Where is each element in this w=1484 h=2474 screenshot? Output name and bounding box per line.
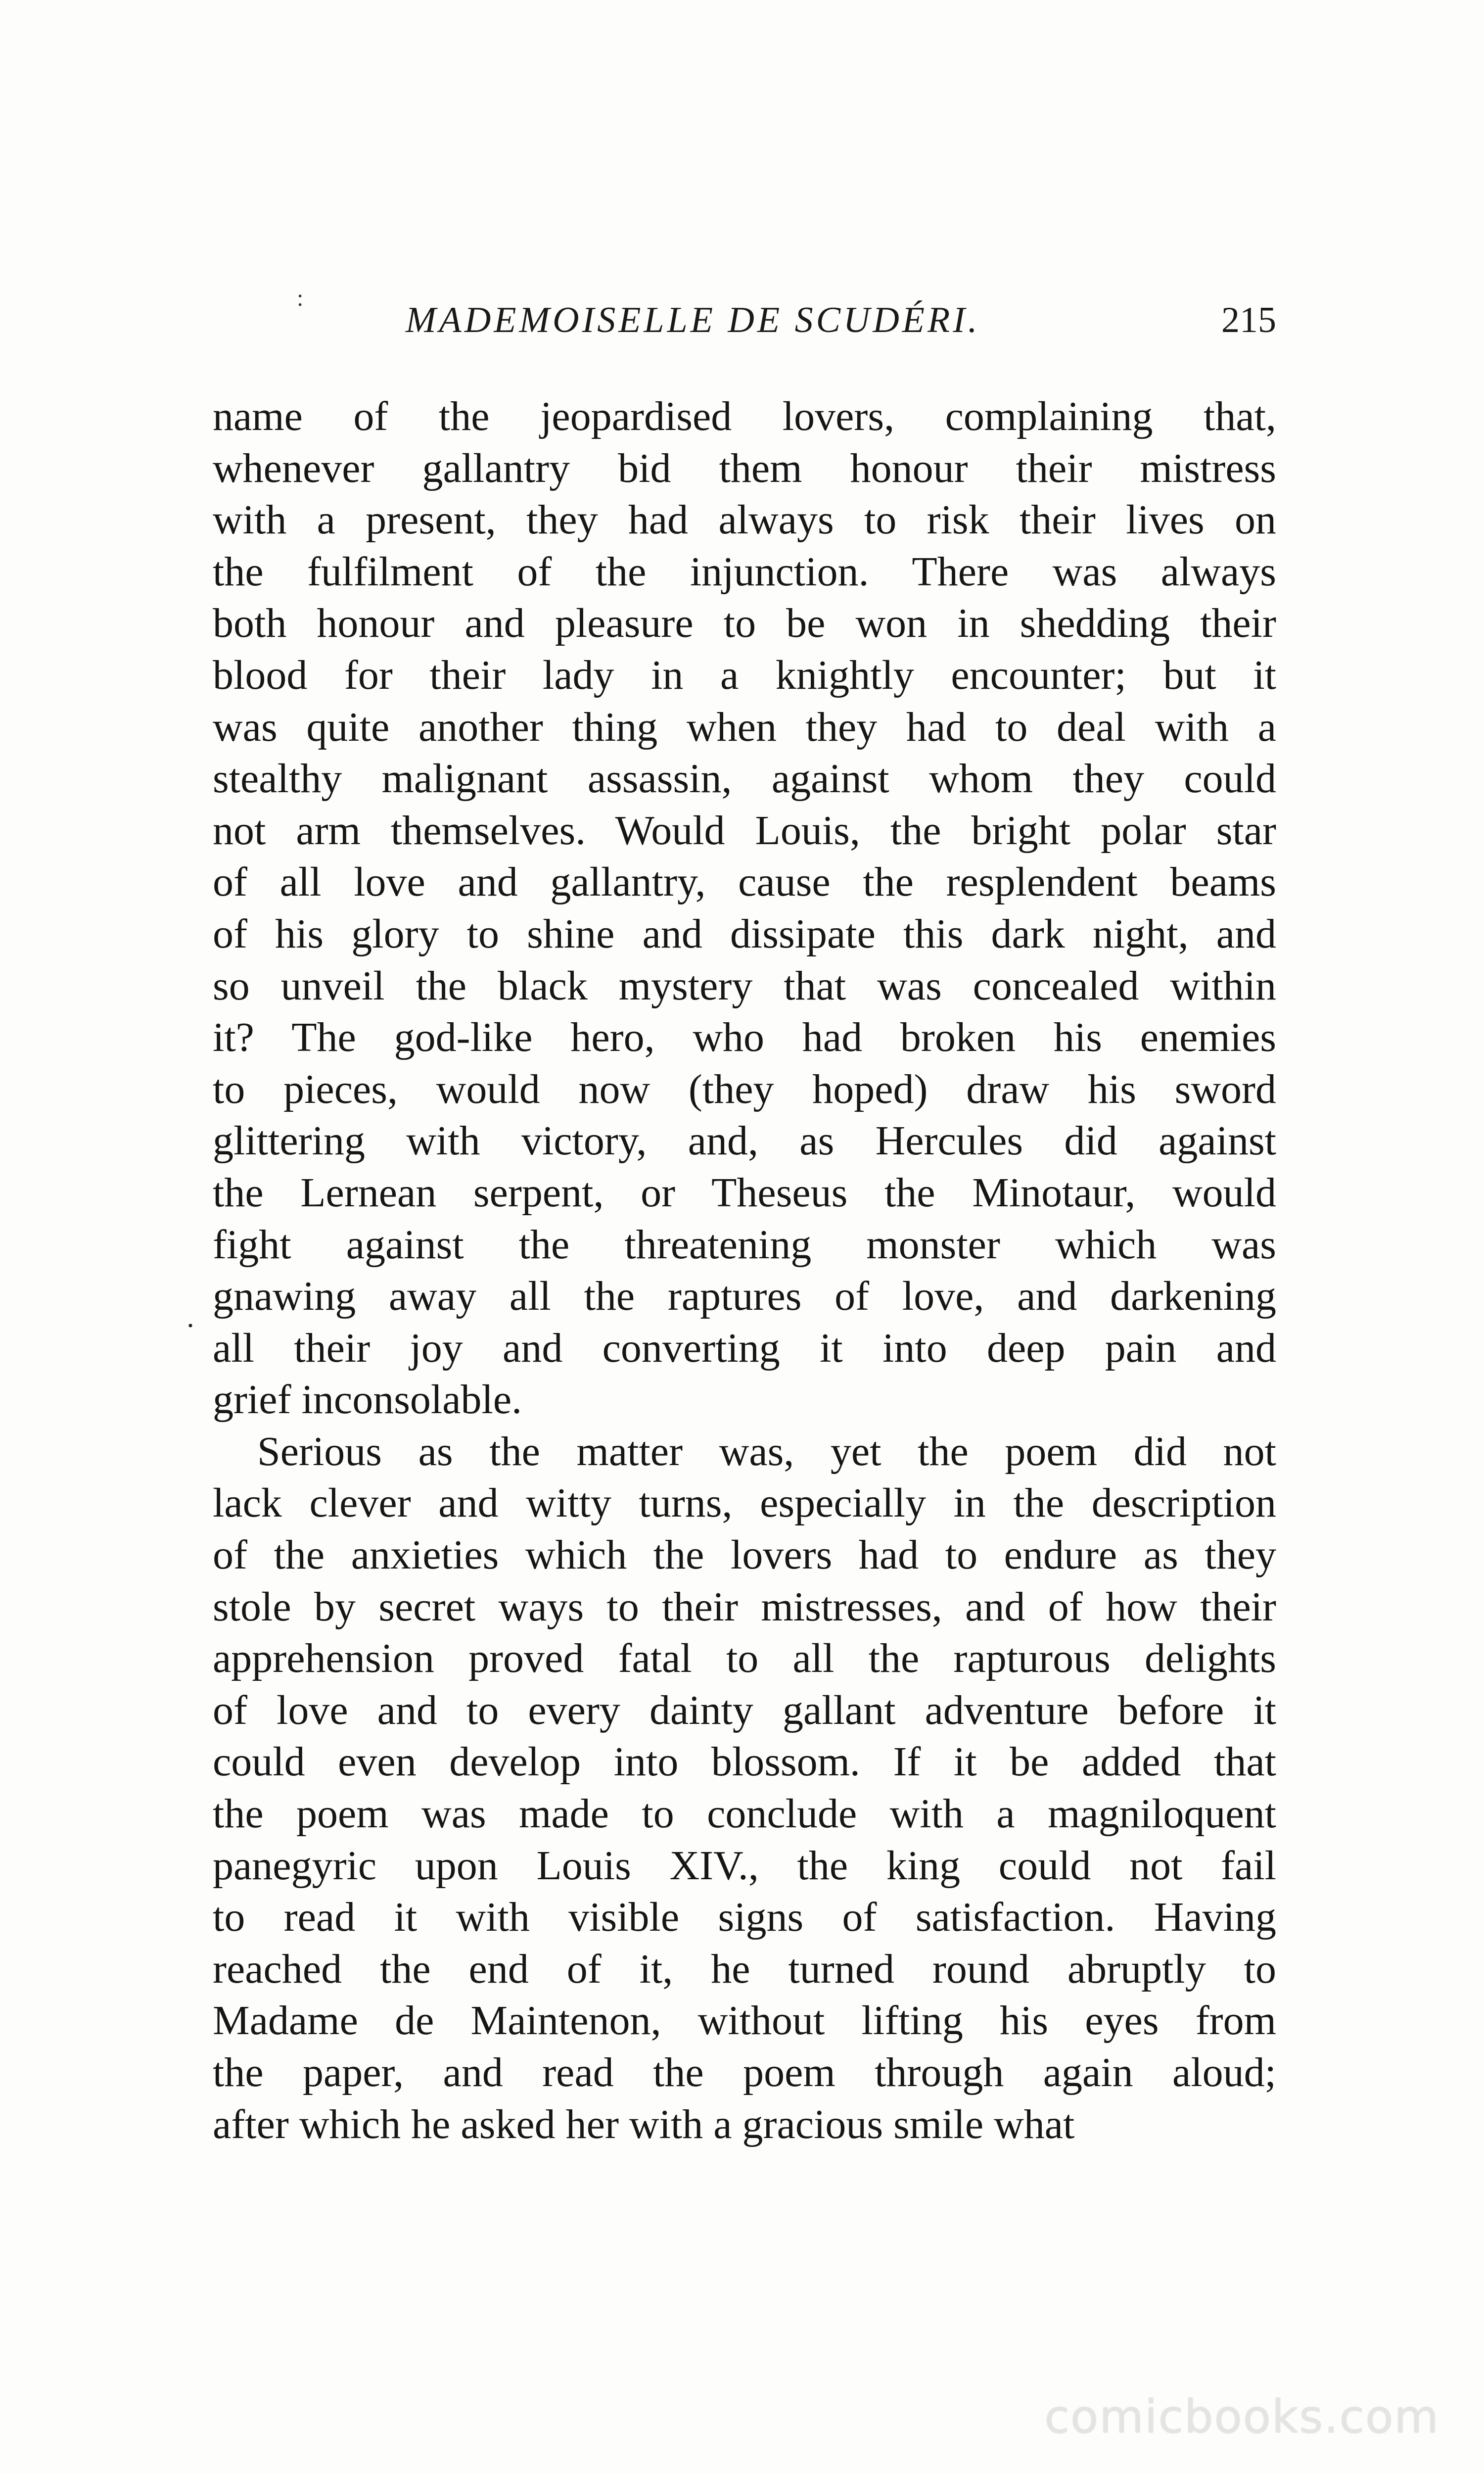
text-line: grief inconsolable. bbox=[213, 1377, 522, 1423]
text-line: was quite another thing when they had to deal with a bbox=[213, 704, 1276, 750]
text-line: blood for their lady in a knightly encounter; but it bbox=[213, 652, 1276, 698]
text-line: stealthy malignant assassin, against whom they could bbox=[213, 756, 1276, 802]
text-line: apprehension proved fatal to all the rapturous delights bbox=[213, 1635, 1276, 1682]
text-line: the Lernean serpent, or Theseus the Minotaur, would bbox=[213, 1169, 1276, 1216]
text-line: so unveil the black mystery that was concealed within bbox=[213, 962, 1276, 1009]
text-line: glittering with victory, and, as Hercules did against bbox=[213, 1118, 1276, 1164]
body-text bbox=[213, 391, 1276, 2150]
text-line: to pieces, would now (they hoped) draw his sword bbox=[213, 1066, 1276, 1112]
text-line: of his glory to shine and dissipate this dark night, and bbox=[213, 910, 1276, 957]
text-line: panegyric upon Louis XIV., the king could not fail bbox=[213, 1842, 1276, 1889]
text-line: the fulfilment of the injunction. There was always bbox=[213, 548, 1276, 595]
text-line: stole by secret ways to their mistresses, and of how their bbox=[213, 1583, 1276, 1630]
text-line: name of the jeopardised lovers, complaining that, bbox=[213, 393, 1276, 439]
text-line: of love and to every dainty gallant adventure before it bbox=[213, 1687, 1276, 1733]
text-line: whenever gallantry bid them honour their mistress bbox=[213, 445, 1276, 491]
text-line: both honour and pleasure to be won in shedding their bbox=[213, 600, 1276, 647]
page-number: 215 bbox=[1221, 300, 1276, 340]
text-line: with a present, they had always to risk their lives on bbox=[213, 497, 1276, 543]
text-line: Serious as the matter was, yet the poem did not bbox=[257, 1428, 1276, 1475]
text-line: of all love and gallantry, cause the resplendent beams bbox=[213, 859, 1276, 905]
text-line: Madame de Maintenon, without lifting his eyes from bbox=[213, 1998, 1276, 2044]
stray-print-mark: : bbox=[297, 285, 304, 311]
text-line: fight against the threatening monster which was bbox=[213, 1221, 1276, 1268]
watermark: comicbooks.com bbox=[1044, 2390, 1439, 2443]
text-line: reached the end of it, he turned round abruptly to bbox=[213, 1946, 1276, 1992]
text-line: all their joy and converting it into deep pain and bbox=[213, 1325, 1276, 1371]
text-line: the paper, and read the poem through again aloud; bbox=[213, 2049, 1276, 2095]
text-line: lack clever and witty turns, especially in the description bbox=[213, 1480, 1276, 1526]
text-line: it? The god-like hero, who had broken his enemies bbox=[213, 1014, 1276, 1061]
margin-mark: · bbox=[186, 1309, 195, 1342]
text-line: the poem was made to conclude with a magniloquent bbox=[213, 1791, 1276, 1837]
text-line: gnawing away all the raptures of love, and darkening bbox=[213, 1273, 1276, 1320]
text-line: to read it with visible signs of satisfaction. Having bbox=[213, 1894, 1276, 1941]
text-line: not arm themselves. Would Louis, the bright polar star bbox=[213, 807, 1276, 854]
running-title: MADEMOISELLE DE SCUDÉRI. bbox=[406, 300, 980, 340]
text-line: after which he asked her with a gracious smile what bbox=[213, 2101, 1075, 2147]
text-line: of the anxieties which the lovers had to endure as they bbox=[213, 1532, 1276, 1578]
running-head bbox=[213, 299, 1276, 354]
text-line: could even develop into blossom. If it be added that bbox=[213, 1739, 1276, 1785]
